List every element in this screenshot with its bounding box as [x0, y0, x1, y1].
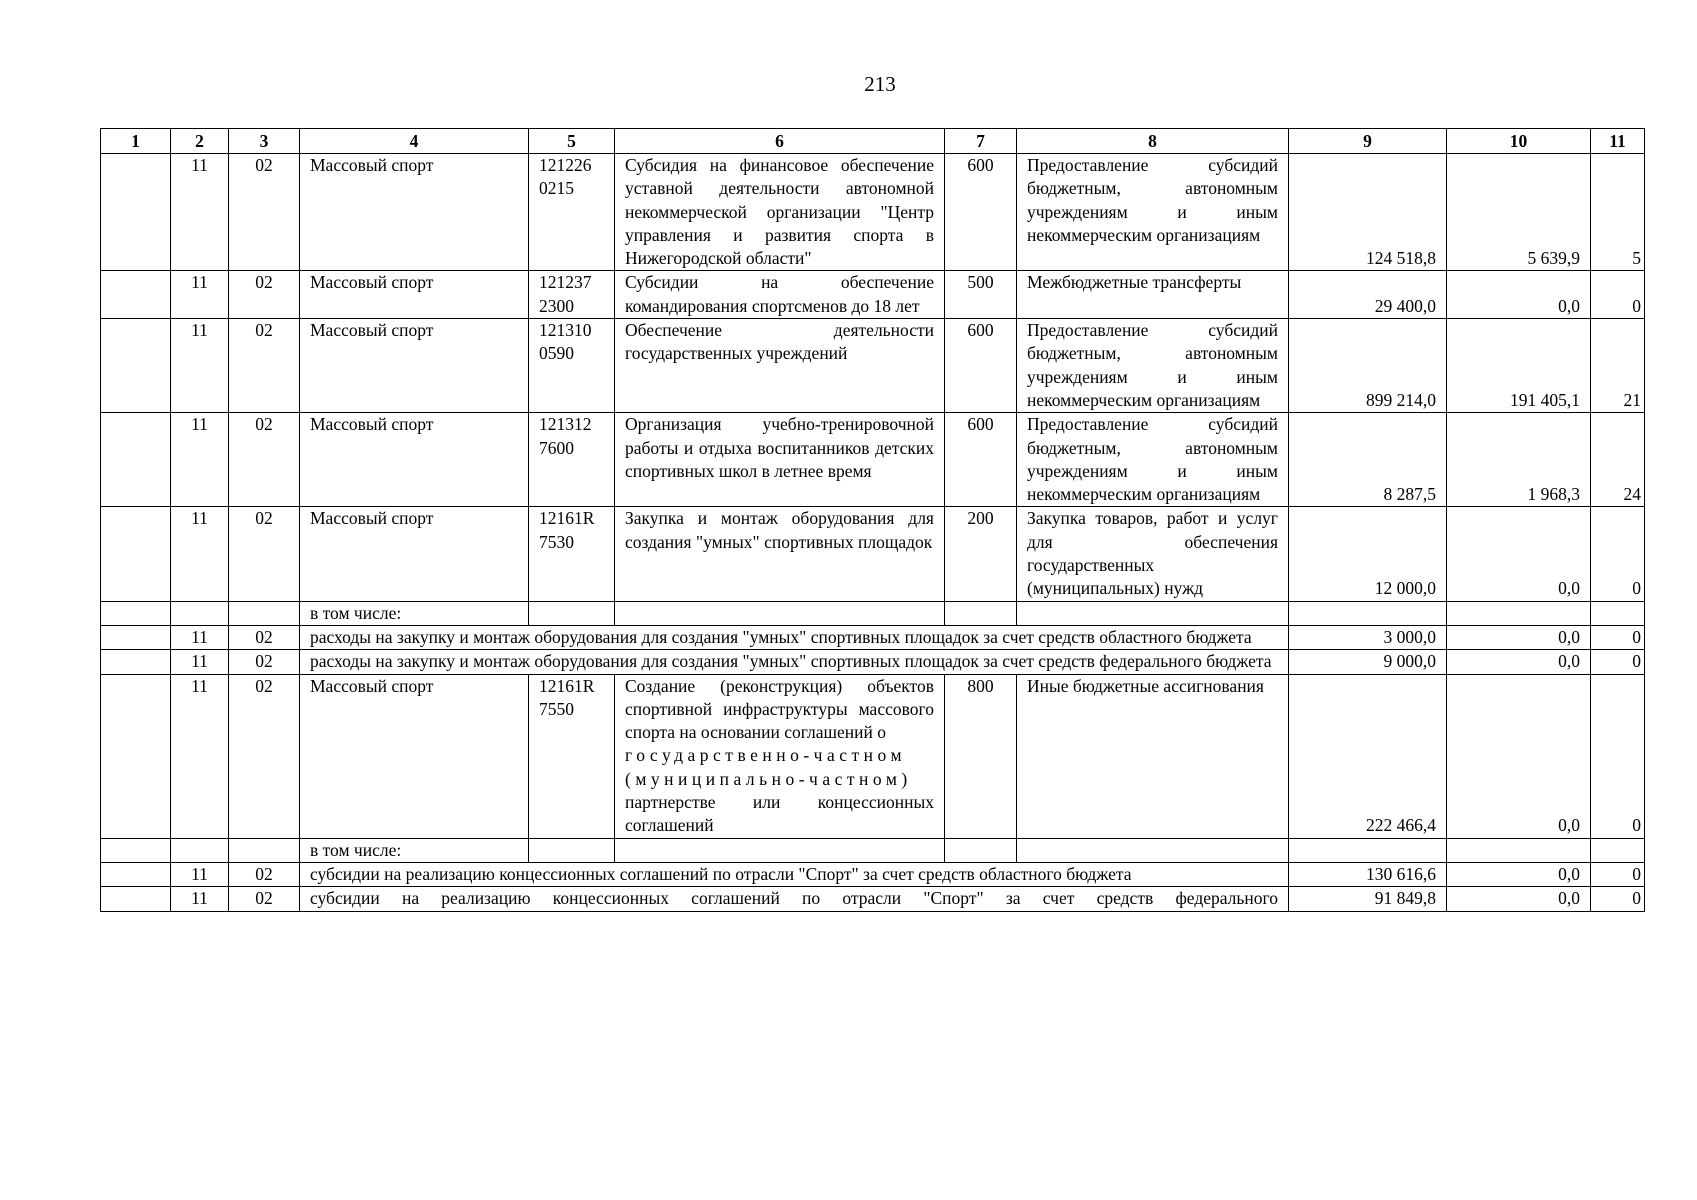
cell-description: Организация учебно-тренировочной работы и отдыха воспитанников детских спортивных школ в летнее время: [615, 413, 945, 507]
cell-type-code: 600: [945, 154, 1017, 271]
sub-row: [101, 887, 1645, 911]
cell-amount: 0,0: [1447, 887, 1591, 911]
description-part: Создание (реконструкция) объектов спортивной инфраструктуры массового спорта на основании соглашений о: [625, 675, 934, 743]
cell-section: 11: [171, 154, 229, 271]
including-row: [101, 601, 1645, 625]
cell-empty: [101, 601, 171, 625]
cell-title: Массовый спорт: [300, 271, 529, 319]
cell-subsection: 02: [229, 674, 300, 838]
budget-table: [100, 128, 1645, 912]
cell-description: Закупка и монтаж оборудования для создания "умных" спортивных площадок: [615, 507, 945, 601]
cell-amount: 130 616,6: [1289, 862, 1447, 886]
header-cell: 10: [1447, 129, 1591, 154]
cell-section: 11: [171, 319, 229, 413]
cell-empty: [171, 838, 229, 862]
cell-subsection: 02: [229, 319, 300, 413]
cell-amount: 0: [1591, 674, 1645, 838]
cell-empty: [529, 838, 615, 862]
cell-empty: [1289, 601, 1447, 625]
cell-subsection: 02: [229, 271, 300, 319]
cell-amount: 0,0: [1447, 862, 1591, 886]
cell-empty: [229, 601, 300, 625]
cell-code: 12161R 7530: [529, 507, 615, 601]
cell-amount: 899 214,0: [1289, 319, 1447, 413]
sub-row: [101, 650, 1645, 674]
cell-amount: 1 968,3: [1447, 413, 1591, 507]
cell-type-name: Закупка товаров, работ и услуг для обеспечения государственных (муниципальных) нужд: [1017, 507, 1289, 601]
cell-empty: [101, 674, 171, 838]
cell-type-name: Предоставление субсидий бюджетным, автономным учреждениям и иным некоммерческим организациям: [1017, 154, 1289, 271]
header-row: [101, 129, 1645, 154]
cell-subsection: 02: [229, 862, 300, 886]
description-part: партнерстве или концессионных соглашений: [625, 792, 934, 836]
cell-amount: 0,0: [1447, 674, 1591, 838]
cell-empty: [1017, 601, 1289, 625]
cell-amount: 0: [1591, 507, 1645, 601]
cell-amount: 0,0: [1447, 625, 1591, 649]
cell-title: Массовый спорт: [300, 674, 529, 838]
cell-type-code: 600: [945, 319, 1017, 413]
cell-amount: 29 400,0: [1289, 271, 1447, 319]
cell-sub-description: субсидии на реализацию концессионных соглашений по отрасли "Спорт" за счет средств федерального: [300, 887, 1289, 911]
cell-empty: [101, 625, 171, 649]
cell-empty: [101, 838, 171, 862]
table-row: [101, 674, 1645, 838]
cell-amount: 222 466,4: [1289, 674, 1447, 838]
cell-type-code: 600: [945, 413, 1017, 507]
cell-section: 11: [171, 413, 229, 507]
cell-empty: [101, 154, 171, 271]
cell-empty: [529, 601, 615, 625]
cell-amount: 0: [1591, 862, 1645, 886]
header-cell: 8: [1017, 129, 1289, 154]
cell-title: Массовый спорт: [300, 413, 529, 507]
cell-empty: [615, 601, 945, 625]
cell-empty: [1447, 601, 1591, 625]
cell-subsection: 02: [229, 625, 300, 649]
cell-section: 11: [171, 862, 229, 886]
cell-title: Массовый спорт: [300, 154, 529, 271]
cell-amount: 12 000,0: [1289, 507, 1447, 601]
cell-empty: [1447, 838, 1591, 862]
cell-empty: [101, 862, 171, 886]
description-spaced: (муниципально-частном): [625, 768, 912, 789]
page-number: 213: [864, 72, 896, 96]
cell-description: Субсидия на финансовое обеспечение уставной деятельности автономной некоммерческой организации "Центр управления и развития спорта в Нижегородской области": [615, 154, 945, 271]
cell-amount: 0,0: [1447, 650, 1591, 674]
cell-description: [615, 674, 945, 838]
cell-section: 11: [171, 507, 229, 601]
cell-sub-description: расходы на закупку и монтаж оборудования для создания "умных" спортивных площадок за счет средств областного бюджета: [300, 625, 1289, 649]
cell-section: 11: [171, 674, 229, 838]
cell-empty: [101, 271, 171, 319]
cell-type-name: Предоставление субсидий бюджетным, автономным учреждениям и иным некоммерческим организациям: [1017, 413, 1289, 507]
description-spaced: государственно-частном: [625, 745, 907, 766]
cell-type-name: Межбюджетные трансферты: [1017, 271, 1289, 319]
cell-type-code: 200: [945, 507, 1017, 601]
cell-amount: 3 000,0: [1289, 625, 1447, 649]
cell-empty: [101, 887, 171, 911]
header-cell: 4: [300, 129, 529, 154]
header-cell: 6: [615, 129, 945, 154]
cell-amount: 124 518,8: [1289, 154, 1447, 271]
cell-amount: 8 287,5: [1289, 413, 1447, 507]
cell-section: 11: [171, 271, 229, 319]
header-cell: 2: [171, 129, 229, 154]
cell-description: Субсидии на обеспечение командирования спортсменов до 18 лет: [615, 271, 945, 319]
table-row: [101, 413, 1645, 507]
cell-subsection: 02: [229, 650, 300, 674]
header-cell: 9: [1289, 129, 1447, 154]
cell-section: 11: [171, 625, 229, 649]
cell-empty: [1289, 838, 1447, 862]
including-label: в том числе:: [300, 838, 529, 862]
table-row: [101, 271, 1645, 319]
cell-section: 11: [171, 650, 229, 674]
cell-amount: 91 849,8: [1289, 887, 1447, 911]
cell-amount: 24: [1591, 413, 1645, 507]
cell-amount: 0,0: [1447, 507, 1591, 601]
cell-subsection: 02: [229, 154, 300, 271]
cell-empty: [101, 507, 171, 601]
cell-code: 121312 7600: [529, 413, 615, 507]
header-cell: 7: [945, 129, 1017, 154]
header-cell: 11: [1591, 129, 1645, 154]
cell-type-code: 500: [945, 271, 1017, 319]
including-row: [101, 838, 1645, 862]
table-row: [101, 319, 1645, 413]
cell-empty: [1591, 601, 1645, 625]
cell-empty: [1017, 838, 1289, 862]
cell-empty: [615, 838, 945, 862]
cell-amount: 0: [1591, 271, 1645, 319]
cell-description: Обеспечение деятельности государственных учреждений: [615, 319, 945, 413]
header-cell: 5: [529, 129, 615, 154]
cell-sub-description: субсидии на реализацию концессионных соглашений по отрасли "Спорт" за счет средств областного бюджета: [300, 862, 1289, 886]
sub-row: [101, 625, 1645, 649]
cell-empty: [229, 838, 300, 862]
header-cell: 3: [229, 129, 300, 154]
cell-code: 121226 0215: [529, 154, 615, 271]
cell-empty: [945, 838, 1017, 862]
cell-amount: 0: [1591, 887, 1645, 911]
cell-empty: [1591, 838, 1645, 862]
cell-subsection: 02: [229, 507, 300, 601]
cell-section: 11: [171, 887, 229, 911]
cell-code: 12161R 7550: [529, 674, 615, 838]
cell-amount: 21: [1591, 319, 1645, 413]
table-row: [101, 154, 1645, 271]
cell-subsection: 02: [229, 887, 300, 911]
cell-amount: 0,0: [1447, 271, 1591, 319]
cell-code: 121237 2300: [529, 271, 615, 319]
sub-row: [101, 862, 1645, 886]
header-cell: 1: [101, 129, 171, 154]
cell-title: Массовый спорт: [300, 507, 529, 601]
cell-code: 121310 0590: [529, 319, 615, 413]
table-row: [101, 507, 1645, 601]
cell-subsection: 02: [229, 413, 300, 507]
cell-type-name: Предоставление субсидий бюджетным, автономным учреждениям и иным некоммерческим организациям: [1017, 319, 1289, 413]
cell-amount: 191 405,1: [1447, 319, 1591, 413]
cell-amount: 9 000,0: [1289, 650, 1447, 674]
cell-empty: [101, 413, 171, 507]
cell-amount: 5 639,9: [1447, 154, 1591, 271]
cell-type-code: 800: [945, 674, 1017, 838]
cell-amount: 0: [1591, 625, 1645, 649]
cell-amount: 0: [1591, 650, 1645, 674]
cell-title: Массовый спорт: [300, 319, 529, 413]
cell-empty: [101, 650, 171, 674]
cell-type-name: Иные бюджетные ассигнования: [1017, 674, 1289, 838]
cell-amount: 5: [1591, 154, 1645, 271]
including-label: в том числе:: [300, 601, 529, 625]
cell-empty: [171, 601, 229, 625]
cell-empty: [945, 601, 1017, 625]
cell-empty: [101, 319, 171, 413]
cell-sub-description: расходы на закупку и монтаж оборудования для создания "умных" спортивных площадок за счет средств федерального бюджета: [300, 650, 1289, 674]
